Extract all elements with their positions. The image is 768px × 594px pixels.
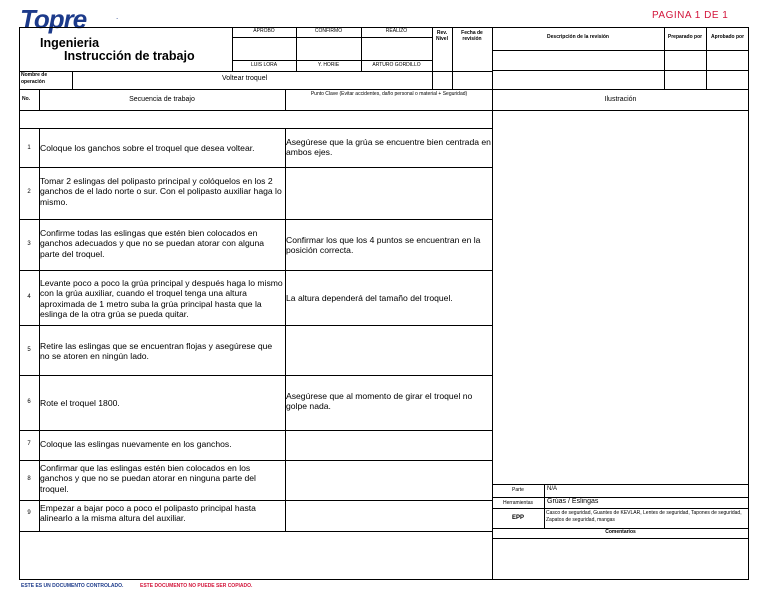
row-number: 5	[27, 347, 31, 353]
row-number: 4	[27, 294, 31, 300]
document-type-title: Instrucción de trabajo	[64, 49, 195, 63]
tools-label: Herramientas	[502, 500, 533, 506]
aprobo-name: LUIS LORA	[250, 62, 278, 68]
prepared-by-label: Preparado por	[667, 34, 703, 40]
divider	[19, 128, 492, 129]
revision-description-label: Descripción de la revisión	[547, 34, 609, 40]
divider	[492, 497, 749, 498]
part-value: N/A	[547, 486, 558, 492]
tools-value: Grúas / Eslingas	[547, 498, 599, 505]
row-number: 6	[27, 399, 31, 405]
row-number: 8	[27, 476, 31, 482]
row-number: 9	[27, 510, 31, 516]
divider	[19, 375, 492, 376]
col-illustration-header: Ilustración	[604, 96, 637, 103]
divider	[492, 50, 749, 51]
divider	[285, 128, 286, 531]
page-indicator: PAGINA 1 DE 1	[652, 10, 729, 21]
step-text: Coloque las eslingas nuevamente en los ganchos.	[40, 439, 232, 449]
key-point-text: Asegúrese que la grúa se encuentre bien centrada en ambos ejes.	[286, 137, 491, 158]
fecha-revision-label: Fecha de revisión	[461, 30, 483, 42]
divider	[492, 538, 749, 539]
key-point-text: Asegúrese que al momento de girar el troquel no golpe nada.	[286, 391, 473, 412]
logo-dot: .	[116, 12, 119, 21]
row-number: 7	[27, 441, 31, 447]
no-copy-notice: ESTE DOCUMENTO NO PUEDE SER COPIADO.	[140, 583, 253, 589]
step-text: Rote el troquel 1800.	[40, 398, 120, 408]
divider	[19, 71, 492, 72]
divider	[19, 167, 492, 168]
row-number: 2	[27, 189, 31, 195]
ppe-label: EPP	[511, 515, 524, 521]
divider	[492, 508, 749, 509]
controlled-document-notice: ESTE ES UN DOCUMENTO CONTROLADO.	[21, 583, 124, 589]
row-number: 1	[27, 145, 31, 151]
step-text: Retire las eslingas que se encuentran flojas y asegúrese que no se atoren en ningún lado.	[40, 341, 273, 362]
comments-label: Comentarios	[605, 529, 636, 535]
divider	[19, 325, 492, 326]
divider	[19, 270, 492, 271]
key-point-text: Confirmar los que los 4 puntos se encuentran en la posición correcta.	[286, 235, 481, 256]
operation-name: Voltear troquel	[222, 75, 268, 82]
key-point-text: La altura dependerá del tamaño del troquel.	[286, 293, 453, 303]
divider	[19, 89, 749, 90]
operation-label: Nombre de operación	[21, 72, 48, 85]
part-label: Parte	[512, 487, 524, 493]
divider	[492, 484, 749, 485]
row-number: 3	[27, 241, 31, 247]
realizo-name: ARTURO GORDILLO	[372, 62, 421, 68]
realizo-label: REALIZO	[385, 28, 408, 34]
company-logo: Topre	[20, 4, 87, 34]
divider	[232, 60, 432, 61]
divider	[232, 37, 432, 38]
step-text: Levante poco a poco la grúa principal y después haga lo mismo con la grúa auxiliar, cuando el troquel tenga una altura aproximada de 1 metro suba la grúa principal hasta que la eslinga de la otra grúa se pueda quitar.	[40, 278, 283, 319]
ppe-value: Casco de seguridad, Guantes de KEVLAR, Lentes de seguridad, Tapones de seguridad, Zapatos de seguridad, mangas	[546, 510, 742, 524]
aprobo-label: APROBO	[253, 28, 275, 34]
department-title: Ingenieria	[40, 36, 100, 50]
divider	[72, 71, 73, 89]
divider	[544, 484, 545, 528]
divider	[492, 70, 749, 71]
divider	[19, 500, 492, 501]
divider	[19, 110, 749, 111]
divider	[19, 531, 492, 532]
step-text: Empezar a bajar poco a poco el polipasto principal hasta alinearlo a la misma altura del auxiliar.	[40, 503, 256, 524]
confirmo-name: Y. HORIE	[317, 62, 340, 68]
step-text: Confirme todas las eslingas que estén bien colocados en ganchos adecuados y que no se puedan atorar con alguna parte del troquel.	[40, 228, 265, 259]
divider	[19, 219, 492, 220]
step-text: Coloque los ganchos sobre el troquel que desea voltear.	[40, 143, 255, 153]
step-text: Tomar 2 eslingas del polipasto principal y colóquelos en los 2 ganchos de el lado norte o sur. Con el polipasto auxiliar haga lo mismo.	[40, 176, 282, 207]
col-keypoint-header: Punto Clave (Evitar accidentes, daño personal o material + Seguridad)	[310, 91, 468, 97]
step-text: Confirmar que las eslingas estén bien colocados en los ganchos y que no se puedan atorar en ninguna parte del troquel.	[40, 463, 256, 494]
rev-nivel-label: Rev. Nivel	[436, 30, 448, 42]
col-sequence-header: Secuencia de trabajo	[129, 96, 195, 103]
approved-by-label: Aprobado por	[710, 34, 745, 40]
confirmo-label: CONFIRMO	[314, 28, 343, 34]
divider	[19, 460, 492, 461]
col-no-header: No.	[22, 96, 31, 102]
divider	[19, 430, 492, 431]
